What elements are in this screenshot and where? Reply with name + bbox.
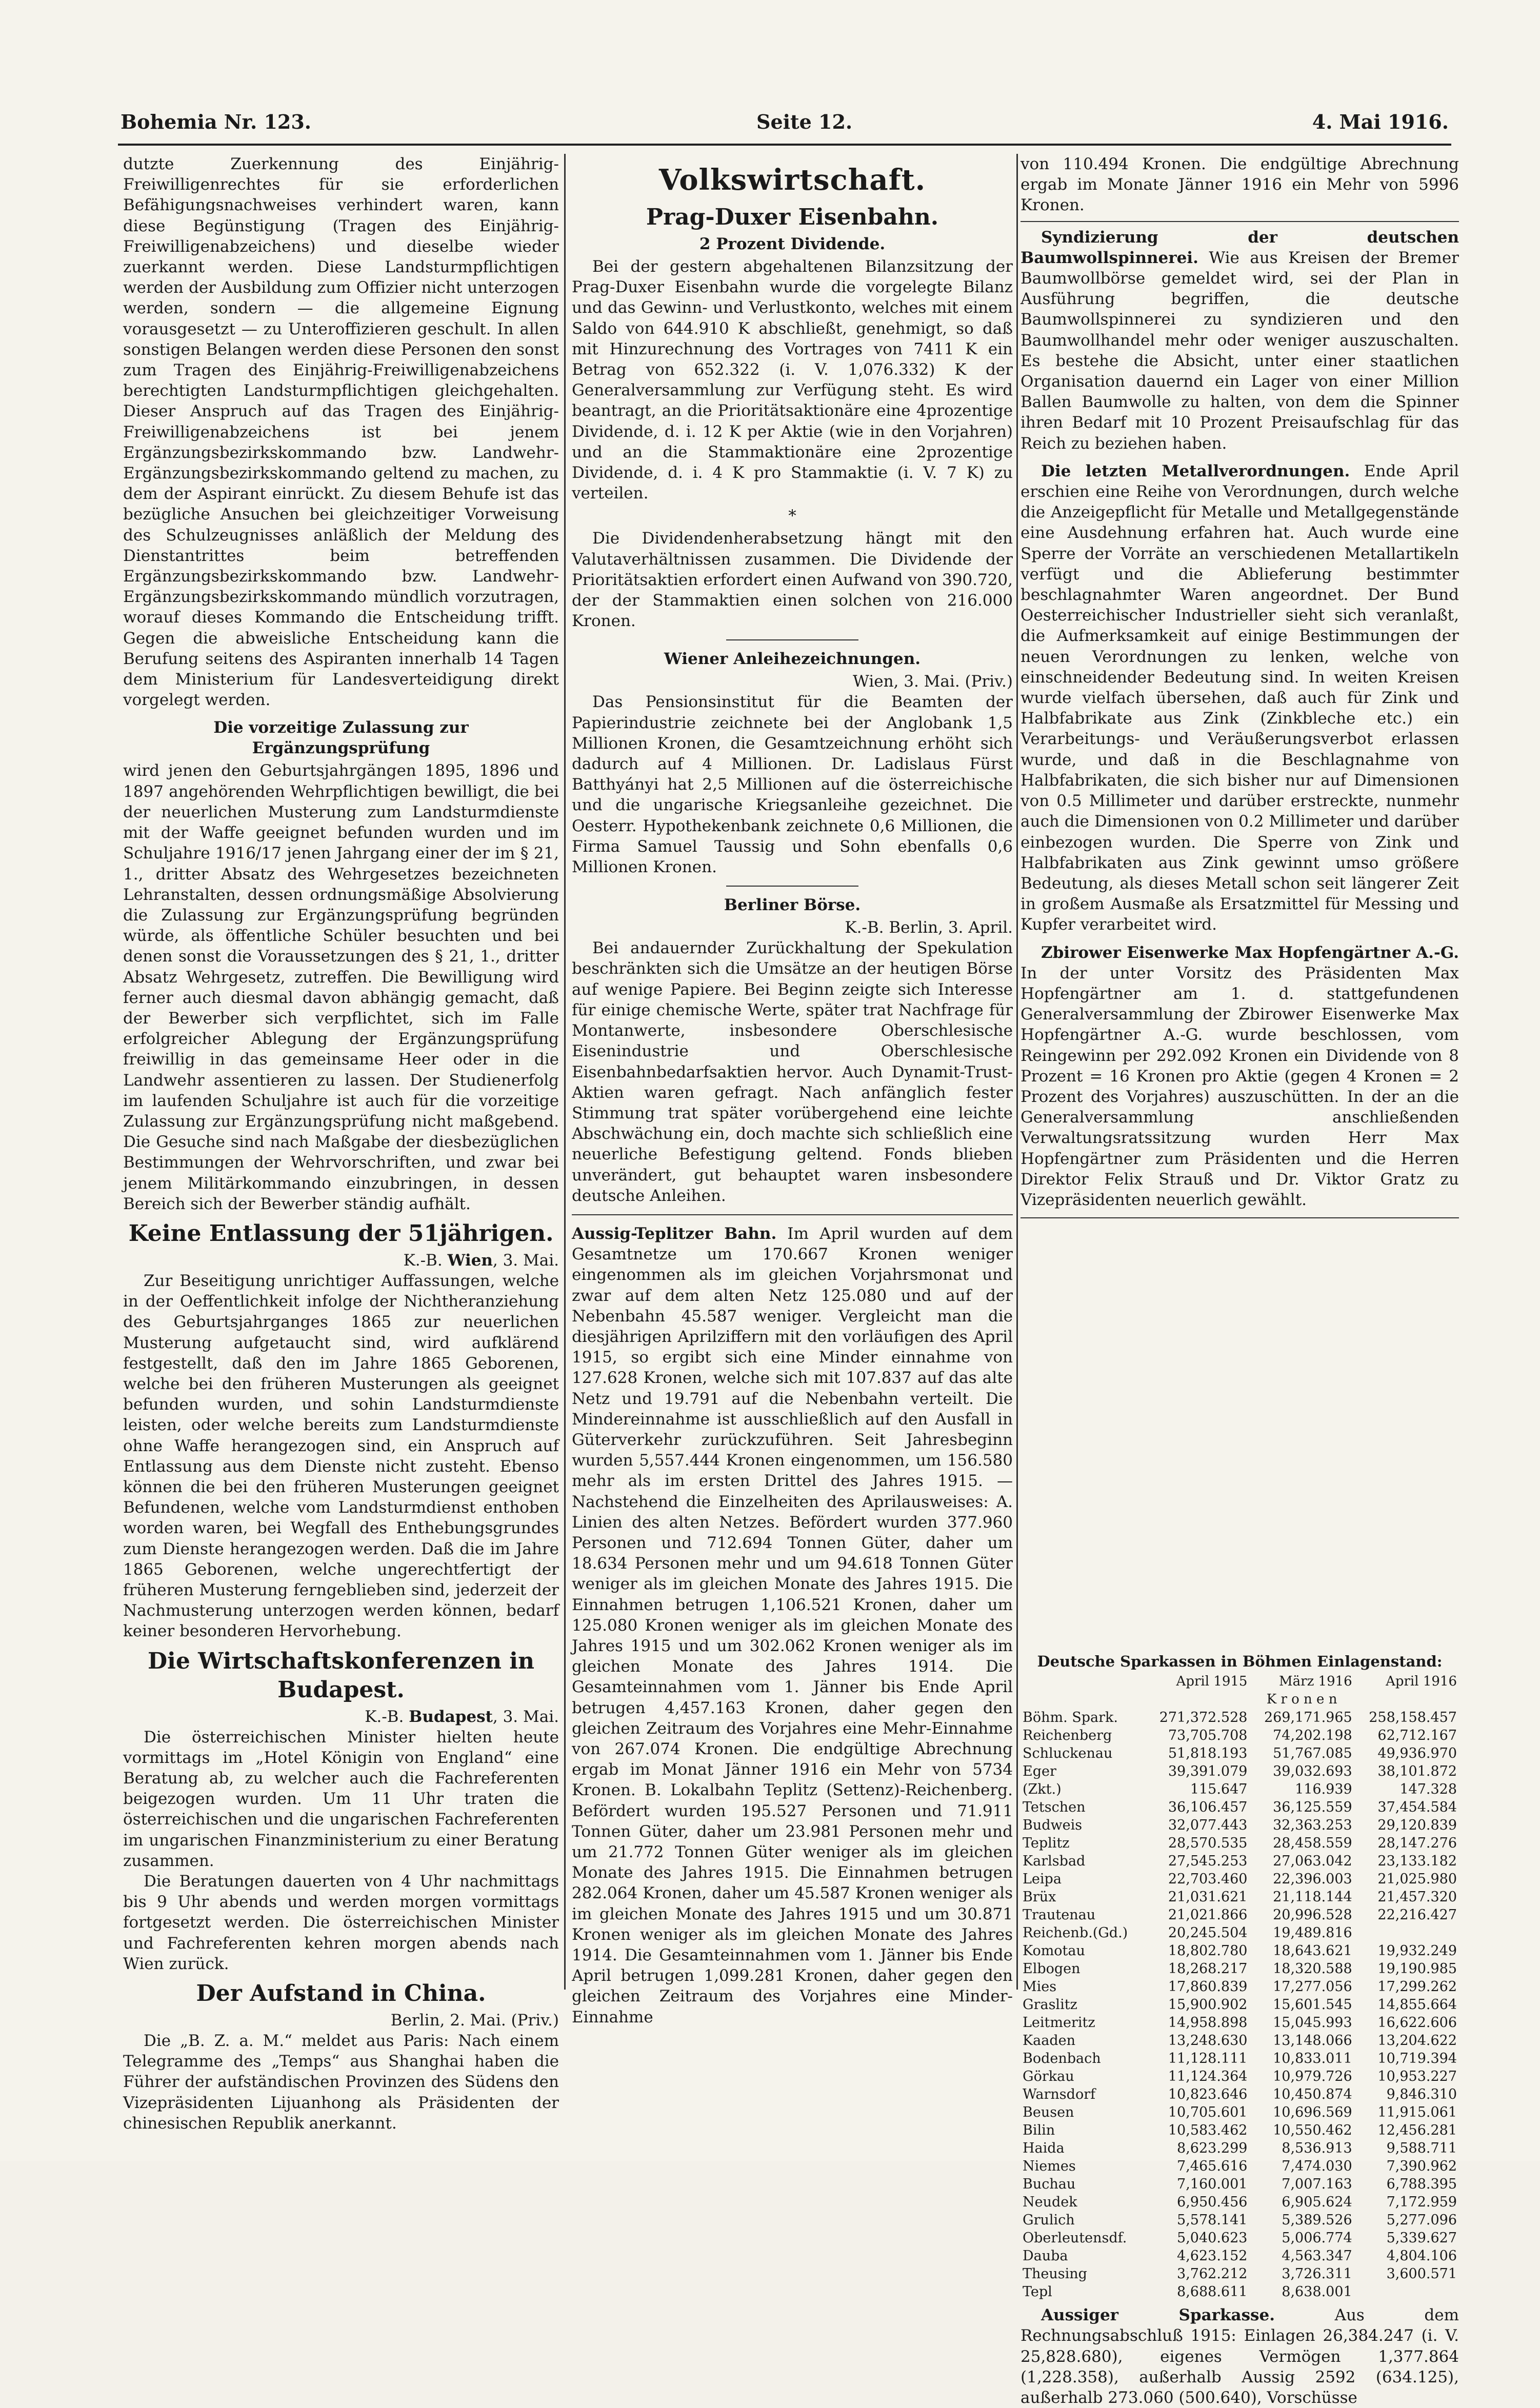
table-cell-town: Mies — [1023, 1979, 1057, 1995]
table-cell-town: Brüx — [1023, 1889, 1056, 1905]
table-row — [1021, 1906, 1459, 1924]
table-cell-value: 7,160.001 — [1177, 2176, 1248, 2193]
table-cell-town: Böhm. Spark. — [1023, 1710, 1118, 1726]
article-paragraph: Zur Beseitigung unrichtiger Auffassungen, welche in der Oeffentlichkeit infolge der Nichtheranziehung des Geburtsjahrganges 1865 zur neuerlichen Musterung aufgetaucht sind, wird aufklärend festgestellt, daß den im Jahre 1865 Geborenen, welche bei den früheren Musterungen als geeignet befunden wurden, und sohin Landsturmdienste leisten, oder welche bereits zum Landsturmdienste ohne Waffe herangezogen sind, ein Anspruch auf Entlassung aus dem Dienste nicht zusteht. Ebenso können die bei den früheren Musterungen geeignet Befundenen, welche vom Landsturmdienst enthoben worden waren, bei Wegfall des Enthebungsgrundes zum Dienste herangezogen werden. Daß die im Jahre 1865 Geborenen, welche ungerechtfertigt der früheren Musterung ferngeblieben sind, jederzeit der Nachmusterung unterzogen werden können, bedarf keiner besonderen Hervorhebung. — [123, 1271, 559, 1641]
table-cell-value: 258,158.457 — [1369, 1710, 1457, 1726]
table-cell-value: 22,396.003 — [1273, 1871, 1352, 1888]
table-cell-value: 5,006.774 — [1282, 2230, 1352, 2246]
table-cell-value: 3,600.571 — [1386, 2266, 1457, 2282]
article-headline: Prag-Duxer Eisenbahn. — [646, 204, 939, 230]
table-cell-value: 115.647 — [1190, 1781, 1248, 1798]
table-cell-value: 32,363.253 — [1273, 1817, 1352, 1834]
table-row — [1021, 2014, 1459, 2032]
table-cell-town: Graslitz — [1023, 1997, 1077, 2013]
table-cell-value: 9,588.711 — [1386, 2140, 1457, 2157]
table-row — [1021, 2032, 1459, 2050]
table-cell-town: Budweis — [1023, 1817, 1083, 1834]
table-row — [1021, 1816, 1459, 1834]
table-cell-value: 19,932.249 — [1377, 1943, 1457, 1959]
table-col-header: April 1915 — [1176, 1674, 1248, 1690]
article-paragraph: Das Pensionsinstitut für die Beamten der Papierindustrie zeichnete bei der Anglobank 1,5 Millionen Kronen, die Gesamtzeichnung erhöht sich dadurch auf 4 Millionen. Dr. Ladislaus Fürst Batthyányi hat 2,5 Millionen auf die österreichische und die ungarische Kriegsanleihe gezeichnet. Die Oesterr. Hypothekenbank zeichnete 0,6 Millionen, die Firma Samuel Taussig und Sohn ebenfalls 0,6 Millionen Kronen. — [572, 693, 1013, 877]
table-col-header: März 1916 — [1279, 1674, 1352, 1690]
table-cell-value: 9,846.310 — [1386, 2086, 1457, 2103]
table-cell-value: 4,563.347 — [1282, 2248, 1352, 2264]
table-cell-value: 10,823.646 — [1168, 2086, 1248, 2103]
table-cell-value: 8,638.001 — [1282, 2284, 1352, 2300]
dateline: Berlin, 2. Mai. (Priv.) — [390, 2011, 559, 2030]
table-cell-value: 18,320.588 — [1273, 1961, 1352, 1977]
table-row — [1021, 1942, 1459, 1960]
article-headline: Wiener Anleihezeichnungen. — [664, 650, 921, 669]
table-cell-value: 17,277.056 — [1273, 1979, 1352, 1995]
table-row — [1021, 1852, 1459, 1870]
table-cell-value: 10,833.011 — [1273, 2051, 1352, 2067]
article-headline: Die Wirtschaftskonferenzen in Budapest. — [147, 1648, 535, 1703]
table-cell-value: 16,622.606 — [1377, 2015, 1457, 2031]
table-cell-value: 18,643.621 — [1273, 1943, 1352, 1959]
table-cell-value: 49,936.970 — [1377, 1745, 1457, 1762]
table-row — [1021, 2229, 1459, 2247]
table-cell-value: 12,456.281 — [1377, 2122, 1457, 2139]
table-cell-value: 6,950.456 — [1177, 2194, 1248, 2211]
table-cell-value: 5,277.096 — [1386, 2212, 1457, 2229]
table-cell-value: 7,007.163 — [1282, 2176, 1352, 2193]
table-cell-value: 38,101.872 — [1377, 1763, 1457, 1780]
separator-rule — [726, 639, 858, 640]
table-row — [1021, 2175, 1459, 2193]
table-cell-value: 14,855.664 — [1377, 1997, 1457, 2013]
table-cell-town: Oberleutensdf. — [1023, 2230, 1127, 2246]
table-cell-town: Reichenberg — [1023, 1728, 1112, 1744]
table-cell-value: 20,245.504 — [1168, 1925, 1248, 1941]
table-row — [1021, 2139, 1459, 2157]
table-row — [1021, 1709, 1459, 1727]
dateline: K.-B. Wien, 3. Mai. — [403, 1251, 559, 1270]
table-row — [1021, 1996, 1459, 2014]
table-cell-town: Elbogen — [1023, 1961, 1081, 1977]
table-cell-value: 21,025.980 — [1377, 1871, 1457, 1888]
table-cell-value: 10,719.394 — [1377, 2051, 1457, 2067]
table-row — [1021, 1798, 1459, 1816]
table-cell-value: 14,958.898 — [1168, 2015, 1248, 2031]
savings-table — [1021, 1673, 1459, 2301]
table-cell-value: 3,762.212 — [1177, 2266, 1248, 2282]
table-cell-value: 19,190.985 — [1377, 1961, 1457, 1977]
table-cell-value: 5,578.141 — [1177, 2212, 1248, 2229]
table-cell-value: 11,915.061 — [1377, 2104, 1457, 2121]
table-cell-town: Grulich — [1023, 2212, 1075, 2229]
table-cell-value: 5,389.526 — [1282, 2212, 1352, 2229]
table-cell-value: 10,705.601 — [1168, 2104, 1248, 2121]
table-cell-value: 10,583.462 — [1168, 2122, 1248, 2139]
table-cell-value: 51,767.085 — [1273, 1745, 1352, 1762]
table-cell-value: 51,818.193 — [1168, 1745, 1248, 1762]
table-cell-town: Dauba — [1023, 2248, 1068, 2264]
table-header-row — [1021, 1673, 1459, 1691]
table-row — [1021, 2247, 1459, 2265]
table-cell-town: (Zkt.) — [1023, 1781, 1062, 1798]
header-page-number: Seite 12. — [756, 110, 853, 133]
table-cell-town: Görkau — [1023, 2069, 1074, 2085]
table-cell-value: 10,696.569 — [1273, 2104, 1352, 2121]
table-row — [1021, 2193, 1459, 2211]
column-3 — [1021, 154, 1459, 2407]
table-row — [1021, 2121, 1459, 2139]
table-cell-value: 73,705.708 — [1168, 1728, 1248, 1744]
table-cell-town: Niemes — [1023, 2158, 1076, 2175]
table-row — [1021, 2283, 1459, 2301]
table-cell-town: Bodenbach — [1023, 2051, 1101, 2067]
table-cell-value: 22,216.427 — [1377, 1907, 1457, 1923]
section-title: Volkswirtschaft. — [658, 163, 926, 197]
table-row — [1021, 1924, 1459, 1942]
subheading: Die vorzeitige Zulassung zur Ergänzungsprüfung — [213, 718, 469, 758]
table-cell-value: 116.939 — [1295, 1781, 1352, 1798]
article-paragraph: Zbirower Eisenwerke Max Hopfengärtner A.-G. In der unter Vorsitz des Präsidenten Max Hopfengärtner am 1. d. stattgefundenen Generalversammlung der Zbirower Eisenwerke Max Hopfengärtner A.-G. wurde beschlossen, vom Reingewinn per 292.092 Kronen ein Dividende von 8 Prozent = 16 Kronen pro Aktie (gegen 4 Kronen = 2 Prozent des Vorjahres) auszuschütten. In der an die Generalversammlung anschließenden Verwaltungsratssitzung wurden Herr Max Hopfengärtner zum Präsidenten und die Herren Direktor Felix Strauß und Dr. Viktor Gratz zu Vizepräsidenten neuerlich gewählt. — [1021, 943, 1459, 1209]
table-cell-value: 15,900.902 — [1168, 1997, 1248, 2013]
table-cell-value: 13,204.622 — [1377, 2033, 1457, 2049]
table-unit-row — [1021, 1691, 1459, 1709]
table-cell-value: 10,979.726 — [1273, 2069, 1352, 2085]
separator-rule — [1021, 1217, 1459, 1218]
dateline: Wien, 3. Mai. (Priv.) — [853, 672, 1013, 691]
table-row — [1021, 1762, 1459, 1780]
article-paragraph: wird jenen den Geburtsjahrgängen 1895, 1896 und 1897 angehörenden Wehrpflichtigen bewilligt, die bei der neuerlichen Musterung zum Landsturmdienste mit der Waffe geeignet befunden wurden und im Schuljahre 1916/17 jenen Jahrgang einer der im § 21, 1., dritter Absatz des Wehrgesetzes bezeichneten Lehranstalten, dessen ordnungsmäßige Absolvierung die Zulassung zur Ergänzungsprüfung begründen würde, als öffentliche Schüler besuchten und bei denen sonst die Voraussetzungen des § 21, 1., dritter Absatz Wehrgesetz, zutreffen. Die Bewilligung wird ferner auch diesmal davon abhängig gemacht, daß der Bewerber sich verpflichtet, sich im Falle erfolgreicher Ablegung der Ergänzungsprüfung freiwillig in das gemeinsame Heer oder in die Landwehr assentieren zu lassen. Der Studienerfolg im laufenden Schuljahre ist auch für die vorzeitige Zulassung zur Ergänzungsprüfung nicht maßgebend. Die Gesuche sind nach Maßgabe der diesbezüglichen Bestimmungen der Wehrvorschriften, und zwar bei jenem Militärkommando einzubringen, in dessen Bereich sich der Bewerber ständig aufhält. — [123, 761, 559, 1213]
article-headline: Berliner Börse. — [724, 896, 861, 915]
table-cell-value: 18,802.780 — [1168, 1943, 1248, 1959]
table-cell-value: 19,489.816 — [1273, 1925, 1352, 1941]
table-cell-value: 3,726.311 — [1282, 2266, 1352, 2282]
column-divider — [564, 154, 566, 1990]
table-cell-town: Reichenb.(Gd.) — [1023, 1925, 1128, 1941]
table-body — [1021, 1709, 1459, 2301]
table-cell-town: Leipa — [1023, 1871, 1062, 1888]
table-cell-value: 17,299.262 — [1377, 1979, 1457, 1995]
table-cell-value: 8,623.299 — [1177, 2140, 1248, 2157]
table-cell-value: 7,474.030 — [1282, 2158, 1352, 2175]
table-cell-town: Kaaden — [1023, 2033, 1076, 2049]
table-cell-town: Haida — [1023, 2140, 1065, 2157]
table-cell-value: 74,202.198 — [1273, 1728, 1352, 1744]
runin-heading: Aussiger Sparkasse. — [1041, 2306, 1275, 2325]
table-cell-value: 39,032.693 — [1273, 1763, 1352, 1780]
table-cell-value — [1354, 1924, 1459, 1942]
table-cell-value: 27,545.253 — [1168, 1853, 1248, 1870]
table-cell-town: Beusen — [1023, 2104, 1074, 2121]
table-cell-value: 21,021.866 — [1168, 1907, 1248, 1923]
table-cell-value: 23,133.182 — [1377, 1853, 1457, 1870]
table-row — [1021, 2211, 1459, 2229]
table-cell-town: Trautenau — [1023, 1907, 1096, 1923]
table-cell-value: 29,120.839 — [1377, 1817, 1457, 1834]
page-header — [121, 110, 1449, 141]
table-cell-value: 21,118.144 — [1273, 1889, 1352, 1905]
table-cell-town: Neudek — [1023, 2194, 1077, 2211]
table-cell-town: Leitmeritz — [1023, 2015, 1095, 2031]
table-cell-value: 7,465.616 — [1177, 2158, 1248, 2175]
table-cell-value: 10,953.227 — [1377, 2069, 1457, 2085]
table-cell-value: 15,601.545 — [1273, 1997, 1352, 2013]
table-cell-value: 6,788.395 — [1386, 2176, 1457, 2193]
separator-rule — [572, 1214, 1013, 1215]
table-cell-value: 269,171.965 — [1264, 1710, 1352, 1726]
table-cell-value: 13,148.066 — [1273, 2033, 1352, 2049]
table-cell-value: 11,128.111 — [1168, 2051, 1248, 2067]
table-cell-town: Schluckenau — [1023, 1745, 1113, 1762]
table-cell-value: 11,124.364 — [1168, 2069, 1248, 2085]
table-cell-town: Tetschen — [1023, 1799, 1086, 1816]
table-cell-value: 17,860.839 — [1168, 1979, 1248, 1995]
table-cell-town: Buchau — [1023, 2176, 1076, 2193]
column-1 — [123, 154, 559, 2133]
table-cell-value: 28,458.559 — [1273, 1835, 1352, 1852]
table-row — [1021, 1727, 1459, 1744]
article-paragraph: Die „B. Z. a. M.“ meldet aus Paris: Nach einem Telegramme des „Temps“ aus Shanghai haben die Führer der aufständischen Provinzen des Südens den Vizepräsidenten Lijuanhong als Präsidenten der chinesischen Republik anerkannt. — [123, 2032, 559, 2133]
header-date: 4. Mai 1916. — [1312, 110, 1449, 133]
article-paragraph: Syndizierung der deutschen Baumwollspinnerei. Wie aus Kreisen der Bremer Baumwollbörse gemeldet wird, sei der Plan in Ausführung begriffen, die deutsche Baumwollspinnerei zu syndizieren und den Baumwollhandel mehr oder weniger auszuschalten. Es bestehe die Absicht, unter einer staatlichen Organisation dauernd ein Lager von einer Million Ballen Baumwolle zu halten, von dem die Spinner ihren Bedarf mit 10 Prozent Preisaufschlag für das Reich zu beziehen haben. — [1021, 228, 1459, 453]
table-cell-value: 15,045.993 — [1273, 2015, 1352, 2031]
table-cell-value: 27,063.042 — [1273, 1853, 1352, 1870]
table-cell-town: Teplitz — [1023, 1835, 1070, 1852]
column-2 — [572, 154, 1013, 2026]
column-divider — [1016, 154, 1018, 1990]
table-cell-value: 4,623.152 — [1177, 2248, 1248, 2264]
runin-heading: Die letzten Metallverordnungen. — [1041, 461, 1350, 480]
header-rule — [118, 144, 1451, 146]
table-cell-value: 20,996.528 — [1273, 1907, 1352, 1923]
table-cell-value: 21,457.320 — [1377, 1889, 1457, 1905]
article-paragraph: von 110.494 Kronen. Die endgültige Abrechnung ergab im Monate Jänner 1916 ein Mehr von 5996 Kronen. — [1021, 155, 1459, 215]
table-cell-value: 8,688.611 — [1177, 2284, 1248, 2300]
table-cell-value: 4,804.106 — [1386, 2248, 1457, 2264]
separator-rule — [726, 886, 858, 887]
table-cell-value: 7,390.962 — [1386, 2158, 1457, 2175]
article-paragraph: Bei andauernder Zurückhaltung der Spekulation beschränkten sich die Umsätze an der heutigen Börse auf wenige Papiere. Bei Beginn zeigte sich Interesse für einige chemische Werte, später trat Nachfrage für Montanwerte, insbesondere Oberschlesische Eisenindustrie und Oberschlesische Eisenbahnbedarfsaktien hervor. Auch Dynamit-Trust-Aktien waren gefragt. Nach anfänglich fester Stimmung trat später vorübergehend eine leichte Abschwächung ein, doch machte sich schließlich eine neuerliche Befestigung geltend. Fonds blieben unverändert, gut behauptet waren insbesondere deutsche Anleihen. — [572, 939, 1013, 1205]
table-cell-value: 13,248.630 — [1168, 2033, 1248, 2049]
table-cell-value: 39,391.079 — [1168, 1763, 1248, 1780]
article-subheadline: 2 Prozent Dividende. — [699, 235, 886, 253]
table-cell-town: Bilin — [1023, 2122, 1055, 2139]
article-headline: Keine Entlassung der 51jährigen. — [128, 1220, 554, 1247]
table-cell-town: Theusing — [1023, 2266, 1087, 2282]
dateline: K.-B. Budapest, 3. Mai. — [365, 1707, 559, 1726]
table-cell-value: 147.328 — [1399, 1781, 1457, 1798]
table-row — [1021, 1870, 1459, 1888]
table-cell-value: 22,703.460 — [1168, 1871, 1248, 1888]
table-cell-town: Eger — [1023, 1763, 1056, 1780]
header-masthead: Bohemia Nr. 123. — [121, 110, 312, 133]
table-cell-value: 7,172.959 — [1386, 2194, 1457, 2211]
table-cell-value: 36,106.457 — [1168, 1799, 1248, 1816]
table-cell-value: 18,268.217 — [1168, 1961, 1248, 1977]
table-cell-value: 28,147.276 — [1377, 1835, 1457, 1852]
table-cell-value: 10,450.874 — [1273, 2086, 1352, 2103]
table-row — [1021, 1888, 1459, 1906]
runin-heading: Zbirower Eisenwerke Max Hopfengärtner A.-G. — [1041, 943, 1459, 962]
table-title: Deutsche Sparkassen in Böhmen Einlagenstand: — [1037, 1653, 1443, 1671]
article-paragraph: Aussig-Teplitzer Bahn. Im April wurden auf dem Gesamtnetze um 170.667 Kronen weniger eingenommen als im gleichen Vorjahrsmonat und zwar auf dem alten Netz 125.080 und auf der Nebenbahn 45.587 weniger. Vergleicht man die diesjährigen Aprilziffern mit den vorläufigen des April 1915, so ergibt sich eine Minder einnahme von 127.628 Kronen, welche sich mit 107.837 auf das alte Netz und 19.791 auf die Nebenbahn verteilt. Die Mindereinnahme ist ausschließlich auf den Ausfall in Güterverkehr zurückzuführen. Seit Jahresbeginn wurden 5,557.444 Kronen eingenommen, um 156.580 mehr als im ersten Drittel des Jahres 1915. — Nachstehend die Einzelheiten des Aprilausweises: A. Linien des alten Netzes. Befördert wurden 377.960 Personen und 712.694 Tonnen Güter, daher um 18.634 Personen mehr und um 94.618 Tonnen Güter weniger als im gleichen Monate des Jahres 1915. Die Einnahmen betrugen 1,106.521 Kronen, daher um 125.080 Kronen weniger als im gleichen Monate des Jahres 1915 und um 302.062 Kronen weniger als im gleichen Monate des Jahres 1914. Die Gesamteinnahmen vom 1. Jänner bis Ende April betrugen 4,457.163 Kronen, daher gegen den gleichen Zeitraum des Vorjahres eine Mehr-Einnahme von 267.074 Kronen. Die endgültige Abrechnung ergab im Monat Jänner 1916 ein Mehr von 5734 Kronen. B. Lokalbahn Teplitz (Settenz)-Reichenberg. Befördert wurden 195.527 Personen und 71.911 Tonnen Güter, daher um 23.981 Personen mehr und um 21.772 Tonnen Güter weniger als im gleichen Monate des Jahres 1915. Die Einnahmen betrugen 282.064 Kronen, daher um 45.587 Kronen weniger als im gleichen Monate des Jahres 1915 und um 30.871 Kronen weniger als im gleichen Monate des Jahres 1914. Die Gesamteinnahmen vom 1. Jänner bis Ende April betrugen 1,099.281 Kronen, daher gegen den gleichen Zeitraum des Vorjahres eine Minder-Einnahme — [572, 1224, 1013, 2026]
article-paragraph: Die österreichischen Minister hielten heute vormittags im „Hotel Königin von England“ eine Beratung ab, zu welcher auch die Fachreferenten beigezogen wurden. Um 11 Uhr traten die österreichischen und die ungarischen Fachreferenten im ungarischen Finanzministerium zu einer Beratung zusammen. — [123, 1728, 559, 1870]
table-cell-town: Komotau — [1023, 1943, 1085, 1959]
table-cell-value: 271,372.528 — [1159, 1710, 1248, 1726]
table-cell-town: Tepl — [1023, 2284, 1052, 2300]
table-row — [1021, 2157, 1459, 2175]
table-cell-value: 10,550.462 — [1273, 2122, 1352, 2139]
table-row — [1021, 2068, 1459, 2085]
table-cell-value — [1354, 2283, 1459, 2301]
table-row — [1021, 2085, 1459, 2103]
table-cell-value: 5,040.623 — [1177, 2230, 1248, 2246]
dateline: K.-B. Berlin, 3. April. — [845, 918, 1013, 937]
table-cell-value: 62,712.167 — [1377, 1728, 1457, 1744]
runin-heading: Aussig-Teplitzer Bahn. — [572, 1224, 777, 1243]
table-cell-town: Warnsdorf — [1023, 2086, 1096, 2103]
article-paragraph: Die Dividendenherabsetzung hängt mit den Valutaverhältnissen zusammen. Die Dividende der Prioritätsaktien erfordert einen Aufwand von 390.720, der der Stammaktien einen solchen von 216.000 Kronen. — [572, 529, 1013, 631]
table-cell-town: Karlsbad — [1023, 1853, 1086, 1870]
table-cell-value: 28,570.535 — [1168, 1835, 1248, 1852]
article-paragraph: Die letzten Metallverordnungen. Ende April erschien eine Reihe von Verordnungen, durch welche die Anzeigepflicht für Metalle und Metallgegenstände eine Ausdehnung erfahren hat. Auch wurde eine Sperre der Vorräte an verschiedenen Metallartikeln verfügt und die Ablieferung bestimmter beschlagnahmter Waren angeordnet. Der Bund Oesterreichischer Industrieller sieht sich veranlaßt, die Aufmerksamkeit auf einige Bestimmungen der neuen Verordnungen zu lenken, welche von einschneidender Bedeutung sind. In weiten Kreisen wurde vielfach übersehen, daß auch für Zink und Halbfabrikate aus Zink (Zinkbleche etc.) ein Verarbeitungs- und Veräußerungsverbot erlassen wurde, und daß in die Beschlagnahme von Halbfabrikaten, die sich bisher nur auf Dimensionen von 0.5 Millimeter und darüber erstreckte, nunmehr auch die Dimensionen von 0.2 Millimeter und darüber einbezogen wurden. Die Sperre von Zink und Halbfabrikaten aus Zink gewinnt umso größere Bedeutung, als dieses Metall schon seit längerer Zeit in großem Ausmaße als Ersatzmittel für Messing und Kupfer verarbeitet wird. — [1021, 461, 1459, 934]
runin-heading: Syndizierung der deutschen Baumwollspinnerei. — [1021, 228, 1459, 267]
table-cell-value: 21,031.621 — [1168, 1889, 1248, 1905]
table-cell-value: 6,905.624 — [1282, 2194, 1352, 2211]
article-paragraph: Aussiger Sparkasse. Aus dem Rechnungsabschluß 1915: Einlagen 26,384.247 (i. V. 25,828.680), eigenes Vermögen 1,377.864 (1,228.358), außerhalb Aussig 2592 (634.125), außerhalb 273.060 (500.640), Vorschüsse — [1021, 2306, 1459, 2407]
table-row — [1021, 2265, 1459, 2283]
table-cell-value: 8,536.913 — [1282, 2140, 1352, 2157]
table-col-header: April 1916 — [1386, 1674, 1457, 1690]
table-row — [1021, 2050, 1459, 2068]
table-cell-value: 37,454.584 — [1377, 1799, 1457, 1816]
table-cell-value: 32,077.443 — [1168, 1817, 1248, 1834]
article-paragraph: Die Beratungen dauerten von 4 Uhr nachmittags bis 9 Uhr abends und werden morgen vormittags fortgesetzt werden. Die österreichischen Minister und Fachreferenten kehren morgen abends nach Wien zurück. — [123, 1872, 559, 1973]
table-row — [1021, 1978, 1459, 1996]
table-row — [1021, 1744, 1459, 1762]
article-paragraph: Bei der gestern abgehaltenen Bilanzsitzung der Prag-Duxer Eisenbahn wurde die vorgelegte Bilanz und das Gewinn- und Verlustkonto, welches mit einem Saldo von 644.910 K abschließt, genehmigt, so daß mit Hinzurechnung des Vortrages von 7411 K ein Betrag von 652.322 (i. V. 1,076.332) K der Generalversammlung zur Verfügung steht. Es wird beantragt, an die Prioritätsaktionäre eine 4prozentige Dividende, d. i. 12 K per Aktie (wie in den Vorjahren) und an die Stammaktionäre eine 2prozentige Dividende, d. i. 4 K pro Stammaktie (i. V. 7 K) zu verteilen. — [572, 257, 1013, 503]
separator-rule — [1021, 221, 1459, 222]
table-row — [1021, 1960, 1459, 1978]
article-paragraph: dutzte Zuerkennung des Einjährig-Freiwilligenrechtes für sie erforderlichen Befähigungsnachweises verhindert waren, kann diese Begünstigung (Tragen des Einjährig-Freiwilligenabzeichens) und dieselbe wieder zuerkannt werden. Diese Landsturmpflichtigen werden der Ausbildung zum Offizier nicht unterzogen werden, sondern — die allgemeine Eignung vorausgesetzt — zu Unteroffizieren geschult. In allen sonstigen Belangen werden diese Personen den sonst zum Tragen des Einjährig-Freiwilligenabzeichens berechtigten Landsturmpflichtigen gleichgehalten. Dieser Anspruch auf das Tragen des Einjährig-Freiwilligenabzeichens ist bei jenem Ergänzungsbezirkskommando bzw. Landwehr-Ergänzungsbezirkskommando geltend zu machen, zu dem der Aspirant einrückt. Zu diesem Behufe ist das bezügliche Ansuchen bei gleichzeitiger Vorweisung des Schulzeugnisses anläßlich der Meldung des Dienstantrittes beim betreffenden Ergänzungsbezirkskommando bzw. Landwehr-Ergänzungsbezirkskommando mündlich vorzutragen, worauf dieses Kommando die Entscheidung trifft. Gegen die abweisliche Entscheidung kann die Berufung seitens des Aspiranten innerhalb 14 Tagen dem Ministerium für Landesverteidigung direkt vorgelegt werden. — [123, 155, 559, 710]
table-cell-value: 5,339.627 — [1386, 2230, 1457, 2246]
table-cell-value: 36,125.559 — [1273, 1799, 1352, 1816]
table-row — [1021, 1834, 1459, 1852]
separator-star: * — [788, 507, 796, 526]
table-row — [1021, 2103, 1459, 2121]
table-unit: K r o n e n — [1266, 1692, 1337, 1708]
table-row — [1021, 1780, 1459, 1798]
article-headline: Der Aufstand in China. — [196, 1980, 486, 2007]
